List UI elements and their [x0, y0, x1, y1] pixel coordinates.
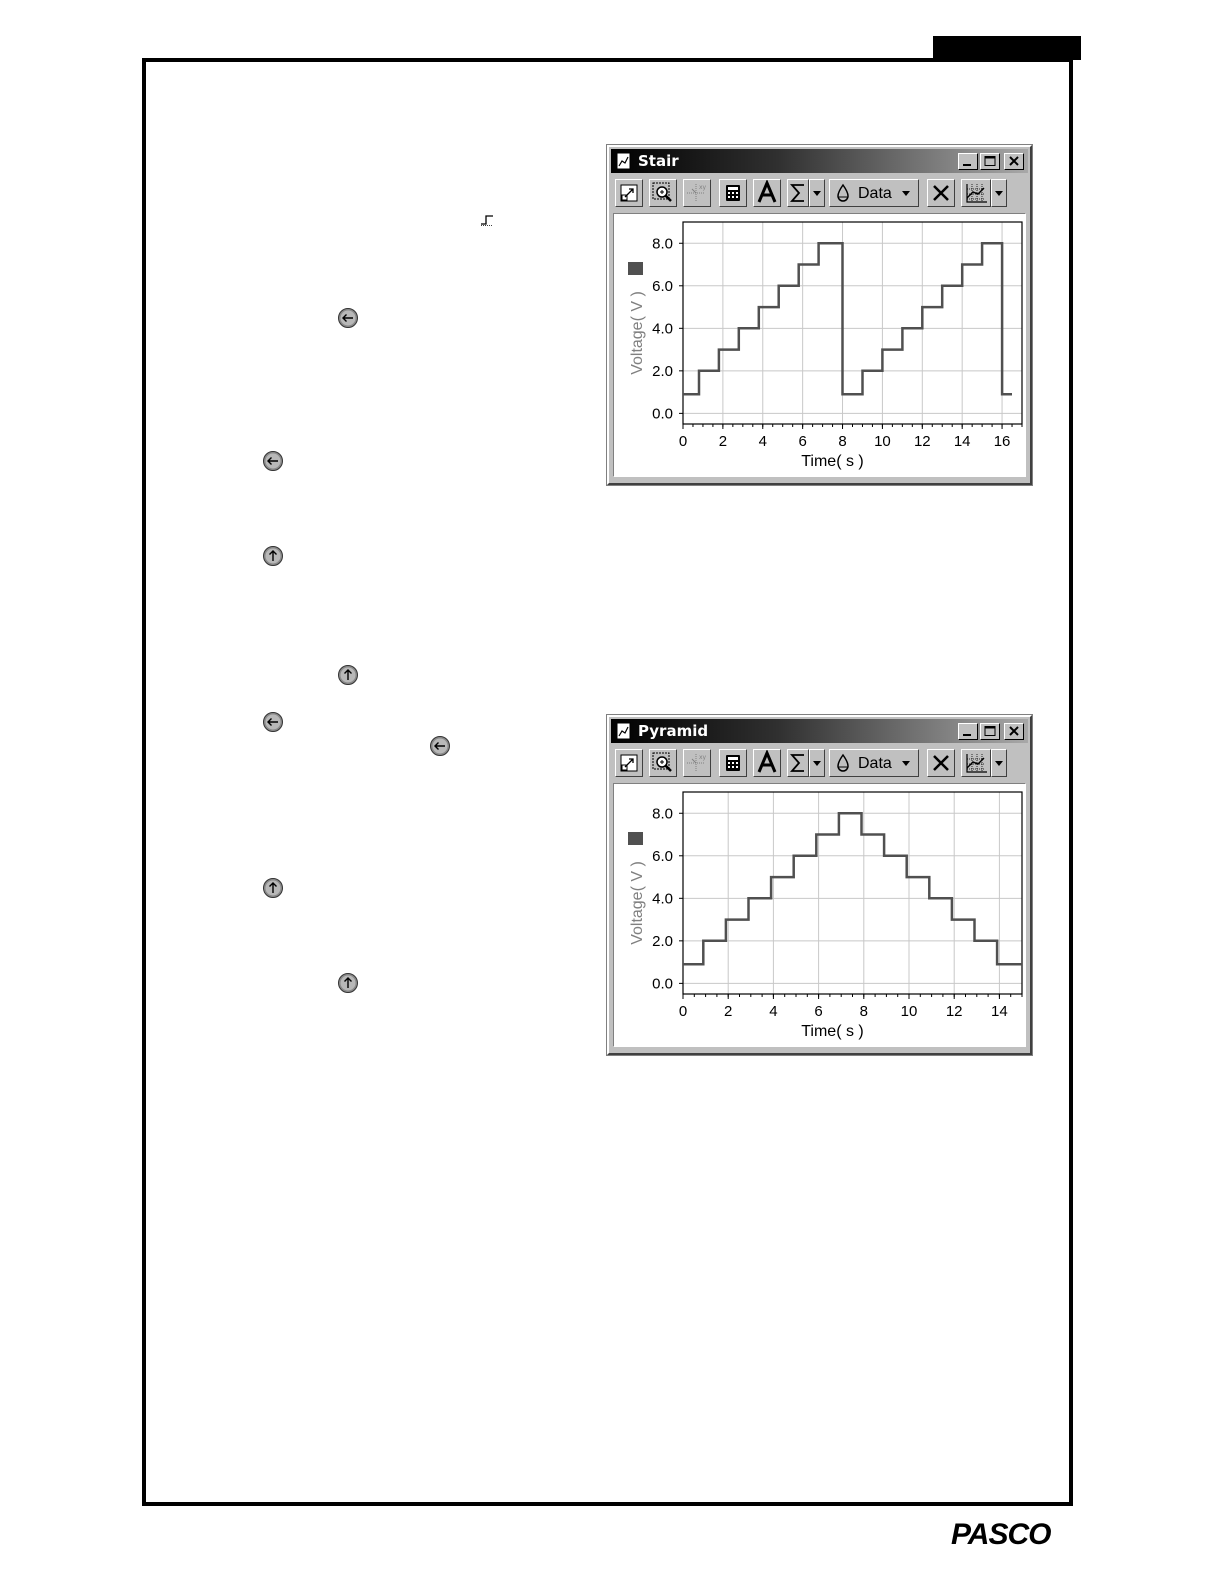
graph-settings-icon	[962, 180, 990, 206]
voltage-chart	[614, 784, 1025, 1046]
chevron-down-icon	[992, 750, 1006, 776]
window-title: Pyramid	[638, 722, 709, 740]
minimize-button[interactable]	[958, 153, 978, 170]
voltage-chart	[614, 214, 1025, 476]
statistics-button[interactable]	[787, 749, 809, 777]
x-tick-label: 12	[945, 1003, 963, 1020]
arrow-up-icon	[337, 664, 359, 686]
minimize-button[interactable]	[958, 723, 978, 740]
annotation-button[interactable]	[753, 179, 781, 207]
data-select-label: Data	[858, 185, 892, 202]
maximize-button[interactable]	[980, 723, 1000, 740]
graph-settings-menu-button[interactable]	[991, 749, 1007, 777]
x-tick-label: 0	[678, 433, 688, 450]
data-select-button[interactable]	[829, 179, 919, 207]
window-title: Stair	[638, 152, 679, 170]
text-a-icon	[754, 750, 780, 776]
x-axis-label: Time( s )	[801, 453, 864, 470]
y-tick-label: 0.0	[652, 405, 673, 423]
zoom-icon	[650, 750, 676, 776]
close-icon	[1005, 724, 1023, 739]
chevron-down-icon	[992, 180, 1006, 206]
annotation-button[interactable]	[753, 749, 781, 777]
y-tick-label: 8.0	[652, 805, 673, 823]
graph-settings-icon	[962, 750, 990, 776]
svg-text:xy: xy	[699, 754, 707, 761]
y-tick-label: 0.0	[652, 975, 673, 993]
maximize-icon	[981, 724, 999, 739]
maximize-button[interactable]	[980, 153, 1000, 170]
data-drop-icon	[830, 750, 856, 776]
arrow-up-icon	[262, 877, 284, 899]
series-legend-swatch[interactable]	[628, 262, 643, 275]
smart-cursor-icon	[684, 750, 710, 776]
pasco-logo-text: PASCO	[951, 1518, 1051, 1548]
smart-cursor-icon	[684, 180, 710, 206]
y-tick-label: 6.0	[652, 847, 673, 865]
zoom-select-button[interactable]	[649, 179, 677, 207]
title-bar[interactable]	[611, 719, 1028, 743]
x-tick-label: 2	[724, 1003, 733, 1020]
x-tick-label: 10	[900, 1003, 918, 1020]
autoscale-icon	[616, 750, 642, 776]
calculator-icon	[720, 180, 746, 206]
chevron-down-icon	[810, 180, 824, 206]
svg-text:xy: xy	[699, 184, 707, 191]
y-tick-label: 2.0	[652, 932, 673, 950]
calculator-button[interactable]	[719, 749, 747, 777]
x-tick-label: 4	[769, 1003, 778, 1020]
x-tick-label: 6	[814, 1003, 823, 1020]
step-icon	[480, 212, 494, 226]
close-button[interactable]	[1004, 723, 1024, 740]
y-axis-label: Voltage( V )	[629, 291, 646, 375]
plot-area	[613, 213, 1026, 477]
graph-window-pyramid	[607, 715, 1032, 1055]
text-a-icon	[754, 180, 780, 206]
x-tick-label: 6	[798, 433, 807, 450]
graph-settings-button[interactable]	[961, 749, 991, 777]
delete-button[interactable]	[927, 179, 955, 207]
autoscale-icon	[616, 180, 642, 206]
delete-x-icon	[928, 750, 954, 776]
plot-area	[613, 783, 1026, 1047]
y-tick-label: 2.0	[652, 362, 673, 380]
statistics-button[interactable]	[787, 179, 809, 207]
x-tick-label: 10	[874, 433, 891, 450]
arrow-left-icon	[262, 711, 284, 733]
x-tick-label: 0	[678, 1003, 688, 1020]
y-tick-label: 4.0	[652, 890, 673, 908]
page-header-tab	[933, 36, 1081, 60]
maximize-icon	[981, 154, 999, 169]
statistics-menu-button[interactable]	[809, 749, 825, 777]
sigma-icon	[788, 180, 808, 206]
delete-x-icon	[928, 180, 954, 206]
graph-window-stair	[607, 145, 1032, 485]
x-tick-label: 12	[913, 433, 931, 450]
arrow-up-icon	[337, 972, 359, 994]
graph-document-icon	[615, 152, 633, 170]
chevron-down-icon	[810, 750, 824, 776]
x-tick-label: 2	[718, 433, 728, 450]
y-tick-label: 8.0	[652, 235, 673, 253]
graph-settings-button[interactable]	[961, 179, 991, 207]
zoom-select-button[interactable]	[649, 749, 677, 777]
plot-frame	[683, 792, 1022, 994]
data-select-button[interactable]	[829, 749, 919, 777]
arrow-up-icon	[262, 545, 284, 567]
autoscale-button[interactable]	[615, 749, 643, 777]
autoscale-button[interactable]	[615, 179, 643, 207]
x-tick-label: 14	[991, 1003, 1008, 1020]
x-tick-label: 14	[953, 433, 971, 450]
statistics-menu-button[interactable]	[809, 179, 825, 207]
x-tick-label: 16	[993, 433, 1011, 450]
data-drop-icon	[830, 180, 856, 206]
pasco-logo	[951, 1518, 1075, 1548]
graph-document-icon	[615, 722, 633, 740]
sigma-icon	[788, 750, 808, 776]
zoom-icon	[650, 180, 676, 206]
x-axis-label: Time( s )	[801, 1023, 864, 1040]
smart-cursor-button[interactable]	[683, 749, 711, 777]
minimize-icon	[959, 724, 977, 739]
arrow-left-icon	[337, 307, 359, 329]
voltage-series-line	[683, 813, 1022, 964]
graph-toolbar	[613, 177, 1026, 211]
x-tick-label: 8	[838, 433, 847, 450]
minimize-icon	[959, 154, 977, 169]
graph-toolbar	[613, 747, 1026, 781]
delete-button[interactable]	[927, 749, 955, 777]
x-tick-label: 8	[859, 1003, 868, 1020]
y-tick-label: 4.0	[652, 320, 673, 338]
data-select-label: Data	[858, 755, 892, 772]
title-bar[interactable]	[611, 149, 1028, 173]
y-tick-label: 6.0	[652, 277, 673, 295]
smart-cursor-button[interactable]	[683, 179, 711, 207]
x-tick-label: 4	[758, 433, 767, 450]
arrow-left-icon	[262, 450, 284, 472]
y-axis-label: Voltage( V )	[629, 861, 646, 945]
series-legend-swatch[interactable]	[628, 832, 643, 845]
close-icon	[1005, 154, 1023, 169]
calculator-icon	[720, 750, 746, 776]
close-button[interactable]	[1004, 153, 1024, 170]
graph-settings-menu-button[interactable]	[991, 179, 1007, 207]
calculator-button[interactable]	[719, 179, 747, 207]
arrow-left-icon	[429, 735, 451, 757]
